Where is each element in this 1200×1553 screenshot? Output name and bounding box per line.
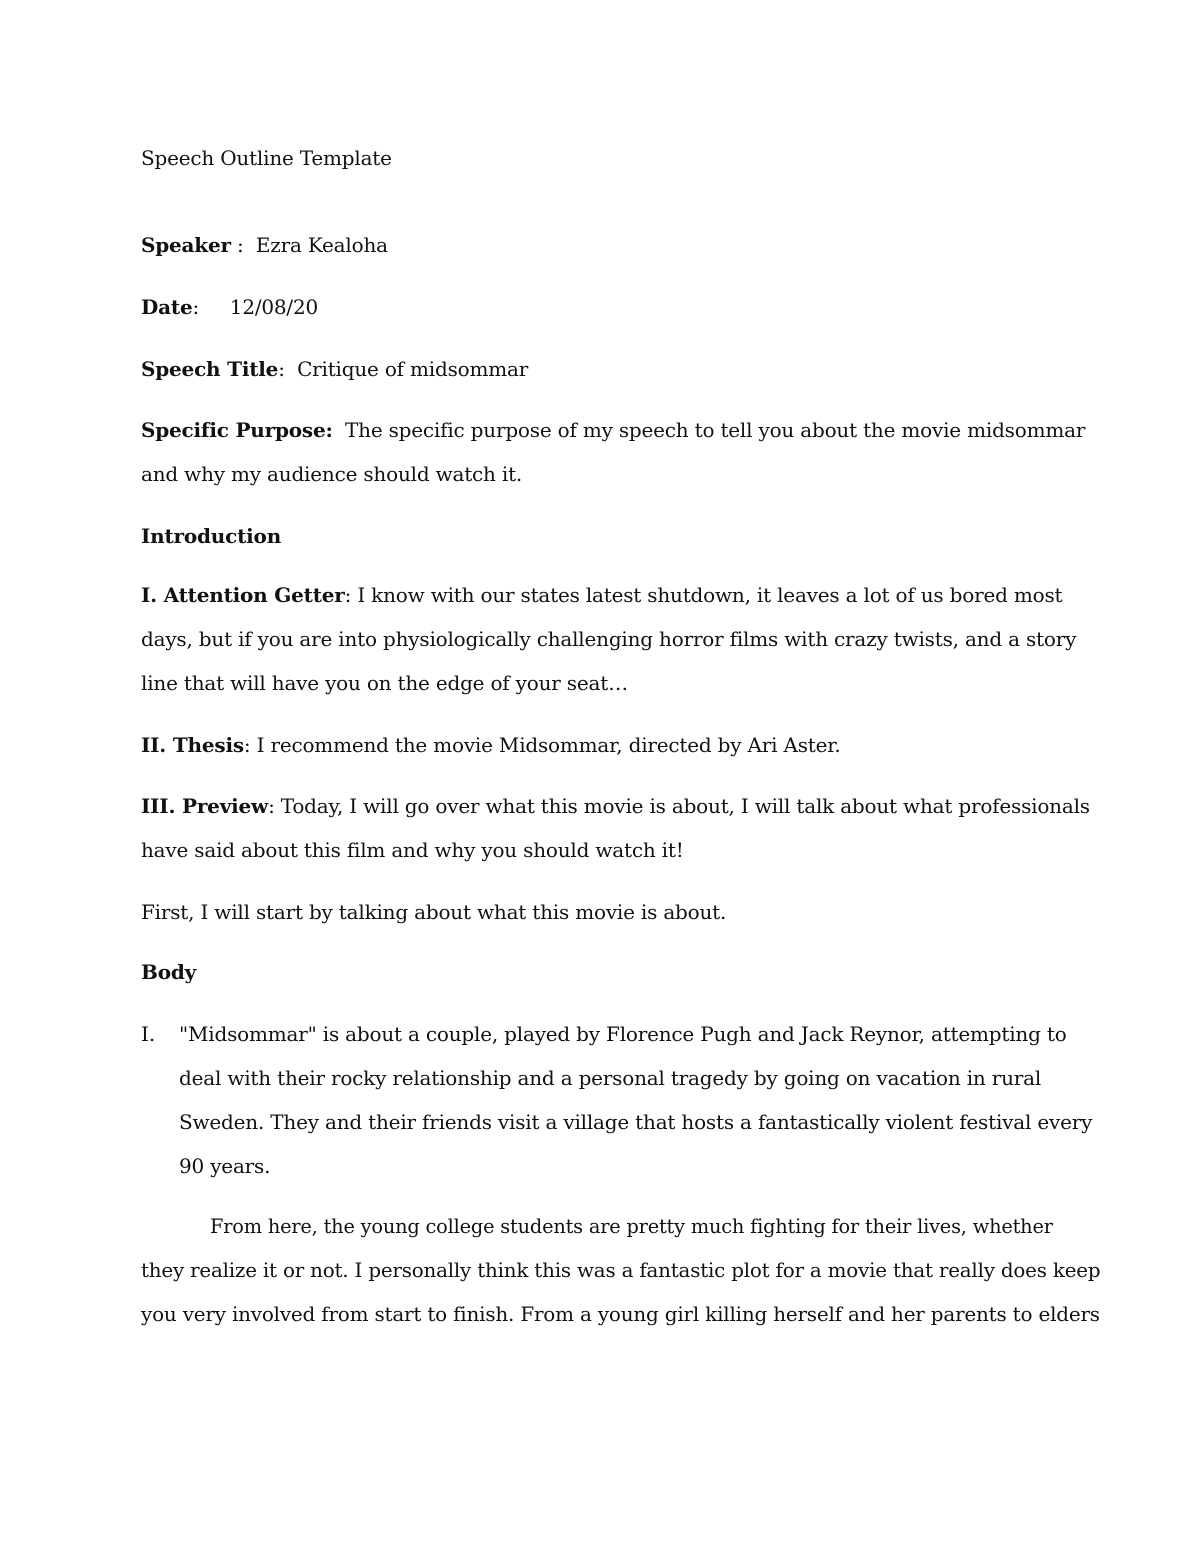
body-point-line-4 [179,1154,1099,1178]
date-separator: : [192,295,230,319]
document-title [141,146,1061,170]
attention-getter-text-2: days, but if you are into physiologically challenging horror films with crazy twists, and a story [141,627,1077,651]
date-value: 12/08/20 [229,295,319,319]
attention-getter-line-3 [141,671,1061,695]
body-point-numeral: I. [141,1022,156,1046]
body-point-line-2 [179,1066,1099,1090]
body-heading [141,960,1061,984]
body-point-text-4: 90 years. [179,1154,271,1178]
preview-line-1 [141,794,1090,818]
thesis-text: : I recommend the movie Midsommar, directed by Ari Aster. [243,733,841,757]
specific-purpose-line-2 [141,462,1061,486]
preview-text-2: have said about this film and why you should watch it! [141,838,684,862]
body-paragraph-line-3 [141,1302,1100,1326]
date-line [141,295,1061,319]
attention-getter-text-3: line that will have you on the edge of your seat… [141,671,628,695]
specific-purpose-text-2: and why my audience should watch it. [141,462,523,486]
thesis-line [141,733,1061,757]
attention-getter-text-1: : I know with our states latest shutdown, it leaves a lot of us bored most [344,583,1063,607]
preview-label: III. Preview [141,794,269,818]
body-paragraph-text-2: they realize it or not. I personally think this was a fantastic plot for a movie that really does keep [141,1258,1101,1282]
speaker-label: Speaker [141,233,231,257]
body-point-text-1: "Midsommar" is about a couple, played by Florence Pugh and Jack Reynor, attempting to [179,1022,1067,1046]
attention-getter-line-1 [141,583,1061,607]
transition-line [141,900,1061,924]
speech-title-value: Critique of midsommar [297,357,529,381]
speech-title-label: Speech Title [141,357,279,381]
date-label: Date [141,295,193,319]
specific-purpose-label: Specific Purpose: [141,418,333,442]
body-point-line-1 [179,1022,1099,1046]
attention-getter-label: I. Attention Getter [141,583,345,607]
transition-text: First, I will start by talking about what this movie is about. [141,900,727,924]
preview-text-1: : Today, I will go over what this movie is about, I will talk about what professionals [268,794,1090,818]
document-title-text: Speech Outline Template [141,146,392,170]
introduction-heading [141,524,1061,548]
speaker-separator: : [230,233,256,257]
body-paragraph-line-2 [141,1258,1101,1282]
introduction-heading-text: Introduction [141,524,282,548]
speech-title-separator: : [278,357,298,381]
thesis-label: II. Thesis [141,733,244,757]
preview-line-2 [141,838,1061,862]
body-paragraph-line-1 [210,1214,1100,1238]
speaker-value: Ezra Kealoha [255,233,388,257]
speaker-line [141,233,1061,257]
body-point-text-3: Sweden. They and their friends visit a village that hosts a fantastically violent festival every [179,1110,1093,1134]
body-point-line-3 [179,1110,1099,1134]
attention-getter-line-2 [141,627,1077,651]
body-paragraph-text-3: you very involved from start to finish. From a young girl killing herself and her parents to elders [141,1302,1100,1326]
speech-title-line [141,357,1061,381]
body-heading-text: Body [141,960,197,984]
specific-purpose-text-1: The specific purpose of my speech to tell you about the movie midsommar [332,418,1086,442]
body-point-text-2: deal with their rocky relationship and a personal tragedy by going on vacation in rural [179,1066,1042,1090]
specific-purpose-line-1 [141,418,1086,442]
body-paragraph-text-1: From here, the young college students are pretty much fighting for their lives, whether [210,1214,1053,1238]
